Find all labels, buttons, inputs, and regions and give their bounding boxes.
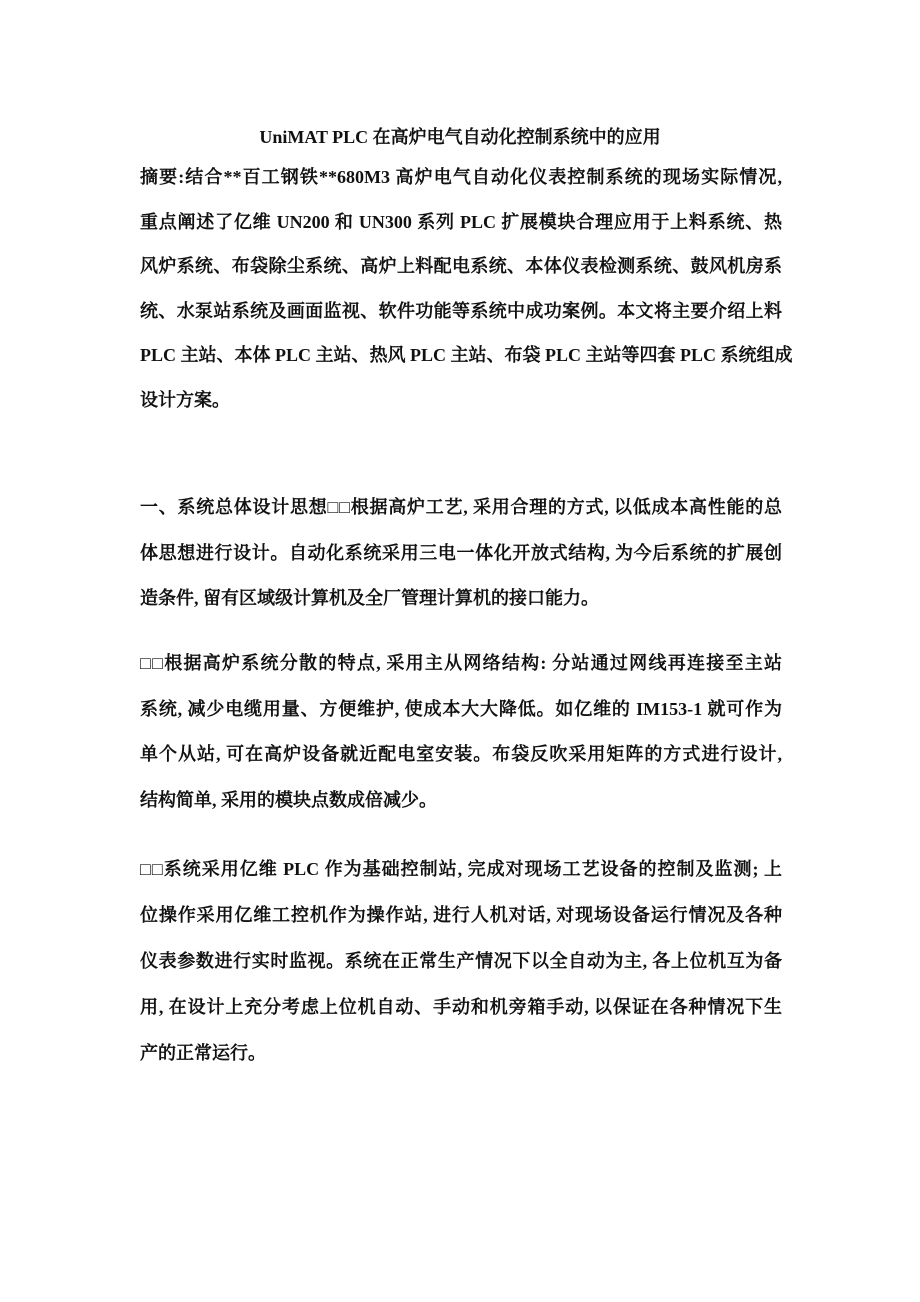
text-line: □□系统采用亿维 PLC 作为基础控制站, 完成对现场工艺设备的控制及监测; 上 — [140, 859, 782, 879]
text-line: 仪表参数进行实时监视。系统在正常生产情况下以全自动为主, 各上位机互为备 — [140, 951, 782, 971]
text-line: 体思想进行设计。自动化系统采用三电一体化开放式结构, 为今后系统的扩展创 — [140, 542, 782, 563]
text-line: 位操作采用亿维工控机作为操作站, 进行人机对话, 对现场设备运行情况及各种 — [140, 905, 782, 925]
section-heading: 一、系统总体设计思想 — [140, 497, 328, 517]
text-line: 系统, 减少电缆用量、方便维护, 使成本大大降低。如亿维的 IM153-1 就可作为 — [140, 698, 782, 719]
text-line: 用, 在设计上充分考虑上位机自动、手动和机旁箱手动, 以保证在各种情况下生 — [140, 997, 782, 1017]
paragraph-2 — [140, 641, 782, 823]
section-1-paragraph — [140, 485, 782, 622]
text-line: 重点阐述了亿维 UN200 和 UN300 系列 PLC 扩展模块合理应用于上料系统、热 — [140, 211, 782, 232]
text-line: 结构简单, 采用的模块点数成倍减少。 — [140, 789, 437, 810]
text-line: □□根据高炉系统分散的特点, 采用主从网络结构: 分站通过网线再连接至主站 — [140, 653, 782, 673]
text-line: 统、水泵站系统及画面监视、软件功能等系统中成功案例。本文将主要介绍上料 — [140, 300, 782, 321]
text-line — [140, 485, 782, 531]
text-line — [140, 155, 782, 200]
paragraph-3 — [140, 846, 782, 1076]
text-line: PLC 主站、本体 PLC 主站、热风 PLC 主站、布袋 PLC 主站等四套 PLC 系统组成 — [140, 345, 793, 365]
text-line: 风炉系统、布袋除尘系统、高炉上料配电系统、本体仪表检测系统、鼓风机房系 — [140, 256, 782, 276]
text-line-content: 结合**百工钢铁**680M3 高炉电气自动化仪表控制系统的现场实际情况, — [184, 167, 782, 187]
text-line: 设计方案。 — [140, 389, 230, 410]
text-line-content: □□根据高炉工艺, 采用合理的方式, 以低成本高性能的总 — [327, 497, 782, 517]
text-line: 产的正常运行。 — [140, 1043, 266, 1063]
abstract-label: 摘要: — [140, 167, 185, 187]
text-line: 造条件, 留有区域级计算机及全厂管理计算机的接口能力。 — [140, 588, 599, 608]
document-title: UniMAT PLC 在高炉电气自动化控制系统中的应用 — [259, 127, 661, 147]
abstract-paragraph — [140, 155, 793, 422]
text-line: 单个从站, 可在高炉设备就近配电室安装。布袋反吹采用矩阵的方式进行设计, — [140, 744, 782, 765]
